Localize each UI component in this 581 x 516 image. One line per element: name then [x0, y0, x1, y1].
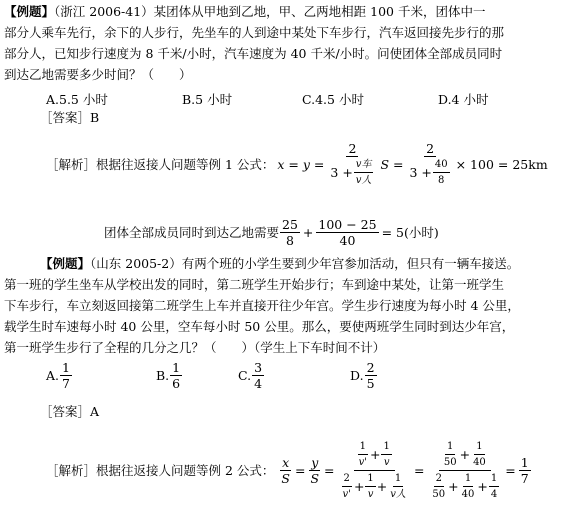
example-tag: 【例题】 — [4, 4, 55, 19]
denominator: 4 — [490, 488, 498, 500]
plus: + — [376, 478, 388, 494]
v-car: v车 — [354, 157, 374, 173]
fraction — [279, 455, 292, 486]
denominator — [427, 471, 502, 502]
denom-text: 3 + — [409, 164, 432, 180]
denominator: 6 — [172, 376, 181, 391]
v-walk: v人 — [355, 174, 372, 186]
fraction — [381, 439, 391, 470]
fraction — [280, 217, 300, 248]
denominator: S — [310, 470, 320, 486]
time-prefix: 团体全部成员同时到达乙地需要 — [104, 225, 280, 240]
denominator: 7 — [520, 470, 529, 486]
compound-fraction — [338, 439, 411, 502]
fraction — [60, 360, 72, 391]
numerator: 1 — [381, 439, 391, 455]
numerator: 1 — [445, 439, 455, 455]
p1-answer: ［答案］B — [40, 110, 100, 125]
numerator: 1 — [358, 439, 368, 455]
fraction — [308, 455, 321, 486]
fraction — [519, 455, 531, 486]
p1-text: （浙江 2006-41）某团体从甲地到乙地，甲、乙两地相距 100 千米，团体中一 — [54, 4, 486, 19]
fraction — [328, 141, 376, 188]
p2-line-5: 第一班学生步行了全程的几分之几？（ ）（学生上下车时间不计） — [4, 340, 386, 355]
equals: = — [294, 462, 306, 478]
numerator: 2 — [348, 140, 357, 156]
fraction — [365, 471, 375, 502]
plus: + — [353, 478, 365, 494]
numerator: 3 — [254, 360, 263, 375]
numerator: 40 — [433, 157, 450, 173]
p2-text: （山东 2005-2）有两个班的小学生要到少年宫参加活动，但只有一辆车接送。 — [90, 256, 520, 271]
fraction — [489, 471, 499, 502]
p1-line-3: 部分人，已知步行速度为 8 千米/小时，汽车速度为 40 千米/小时。问使团体全部成员同时 — [4, 46, 503, 61]
fraction — [460, 471, 477, 502]
numerator: y — [311, 454, 319, 470]
fraction — [316, 217, 378, 248]
p2-line-3: 下车步行，车立刻返回接第二班学生上车并直接开往少年宫。学生步行速度为每小时 4 公里， — [4, 298, 520, 313]
plus: + — [370, 446, 381, 462]
formula-tail: × 100 = 25km — [455, 156, 548, 172]
denominator: v — [367, 488, 374, 500]
option-letter: B. — [156, 368, 170, 383]
fraction — [407, 141, 452, 188]
p1-option-d: D.4 小时 — [438, 92, 489, 107]
plus: + — [459, 446, 471, 462]
denominator — [338, 471, 411, 502]
denominator: v' — [358, 456, 367, 468]
numerator: 1 — [172, 360, 181, 375]
denominator — [407, 157, 452, 188]
fraction — [388, 471, 408, 502]
p1-analysis-label: ［解析］根据往返接人问题等例 1 公式： — [46, 157, 275, 172]
denominator: 50 — [432, 488, 446, 500]
denominator: S — [281, 470, 290, 486]
p2-analysis-label: ［解析］根据往返接人问题等例 2 公式： — [46, 463, 275, 478]
p1-line-1 — [4, 4, 486, 20]
plus: + — [477, 478, 488, 494]
option-letter: C. — [238, 368, 252, 383]
p2-answer: ［答案］A — [40, 404, 100, 419]
formula-lhs: x = y = — [277, 156, 325, 172]
fraction — [252, 360, 264, 391]
plus: + — [302, 224, 314, 240]
denominator: 40 — [339, 232, 356, 248]
denominator: 50 — [443, 456, 457, 468]
option-letter: A. — [46, 368, 60, 383]
fraction — [365, 360, 377, 391]
numerator: 1 — [463, 471, 473, 487]
denominator — [328, 157, 376, 188]
fraction — [170, 360, 182, 391]
numerator: 1 — [489, 471, 499, 487]
equals: = — [505, 462, 516, 478]
numerator: 1 — [474, 439, 484, 455]
p2-option-c — [238, 360, 265, 391]
numerator: 25 — [282, 216, 298, 232]
formula-s: S = — [380, 156, 404, 172]
compound-fraction — [427, 439, 502, 502]
p1-formula — [46, 133, 548, 195]
numerator: 1 — [365, 471, 375, 487]
p2-option-d — [350, 360, 378, 391]
fraction — [357, 439, 369, 470]
denominator: 40 — [473, 456, 486, 468]
denominator: v人 — [390, 488, 406, 500]
denom-text: 3 + — [330, 164, 353, 180]
denominator: 8 — [285, 232, 294, 248]
numerator: 1 — [62, 360, 70, 375]
p2-option-b — [156, 360, 183, 391]
inner-fraction — [433, 157, 450, 188]
plus: + — [448, 478, 459, 494]
numerator: 1 — [393, 471, 403, 487]
p1-option-c: C.4.5 小时 — [302, 92, 364, 107]
denominator: 5 — [366, 376, 375, 391]
numerator — [439, 439, 491, 471]
example-tag: 【例题】 — [40, 256, 91, 271]
p1-time-formula — [104, 212, 439, 252]
p2-formula — [46, 428, 532, 512]
denominator: 7 — [62, 376, 70, 391]
numerator: x — [282, 454, 290, 470]
inner-fraction — [354, 157, 374, 188]
numerator: 2 — [426, 140, 435, 156]
denominator: 8 — [438, 174, 445, 186]
p1-line-4: 到达乙地需要多少时间？（ ） — [4, 67, 192, 82]
p2-option-a — [46, 360, 73, 391]
equals: = — [324, 462, 335, 478]
denominator: v' — [342, 488, 351, 500]
p2-line-4: 载学生时车速每小时 40 公里，空车每小时 50 公里。那么，要使两班学生同时到达少年宫， — [4, 319, 515, 334]
p1-option-b: B.5 小时 — [182, 92, 233, 107]
numerator: 100 − 25 — [318, 216, 377, 232]
numerator — [354, 439, 395, 471]
fraction — [341, 471, 353, 502]
p2-line-1 — [40, 256, 519, 272]
denominator: 4 — [254, 376, 263, 391]
option-letter: D. — [350, 368, 364, 383]
fraction — [430, 471, 447, 502]
fraction — [442, 439, 459, 470]
numerator: 2 — [366, 360, 375, 375]
fraction — [471, 439, 488, 470]
numerator: 2 — [342, 471, 352, 487]
numerator: 1 — [520, 454, 529, 470]
time-result: = 5(小时) — [381, 225, 439, 240]
p2-line-2: 第一班的学生坐车从学校出发的同时，第二班学生开始步行；车到途中某处，让第一班学生 — [4, 277, 505, 292]
p1-line-2: 部分人乘车先行，余下的人步行，先坐车的人到途中某处下车步行，汽车返回接先步行的那 — [4, 25, 505, 40]
numerator: 2 — [434, 471, 444, 487]
denominator: 40 — [461, 488, 475, 500]
p1-option-a: A.5.5 小时 — [46, 92, 108, 107]
denominator: v — [383, 456, 390, 468]
equals: = — [413, 462, 425, 478]
